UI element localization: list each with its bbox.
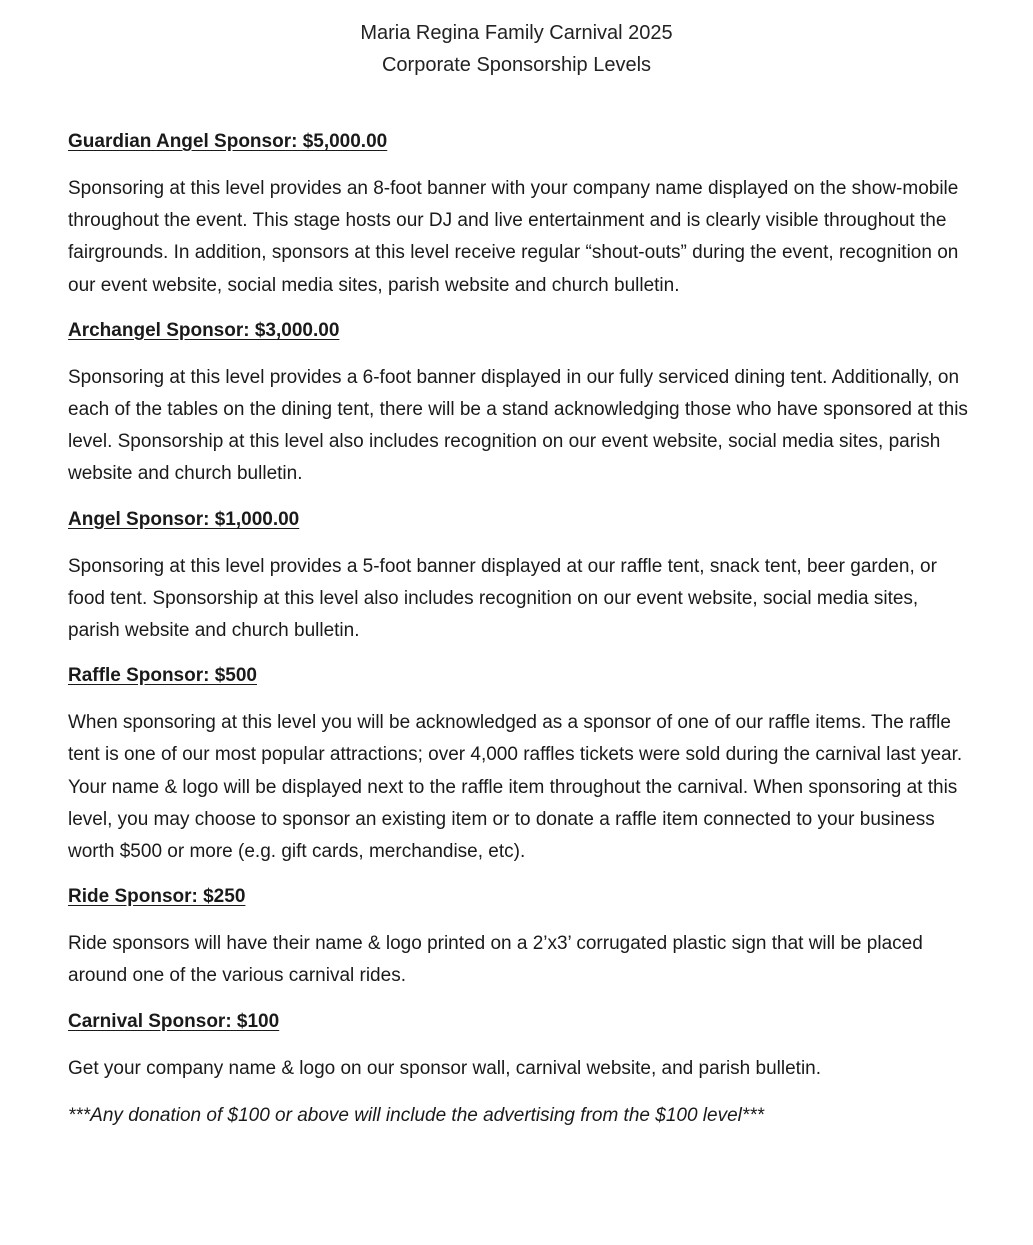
sponsor-level-description: Ride sponsors will have their name & logo printed on a 2’x3’ corrugated plastic sign that will be placed around one of the various carnival rides.: [68, 933, 923, 987]
sponsor-level-heading: Carnival Sponsor: $100: [68, 1010, 280, 1032]
document-title: Maria Regina Family Carnival 2025: [360, 22, 673, 44]
document-subtitle: Corporate Sponsorship Levels: [381, 54, 652, 76]
sponsorship-levels: [68, 128, 968, 1132]
sponsor-level-heading: Archangel Sponsor: $3,000.00: [68, 319, 340, 341]
sponsor-level-heading: Guardian Angel Sponsor: $5,000.00: [68, 131, 388, 152]
sponsor-level-description: Sponsoring at this level provides a 5-foot banner displayed at our raffle tent, snack tent, beer garden, or food tent. Sponsorship at this level also includes recognition on our event website, social media sites, parish website and church bulletin.: [68, 555, 937, 642]
sponsor-level-raffle: [68, 662, 968, 868]
sponsor-level-description: Sponsoring at this level provides an 8-foot banner with your company name displayed on the show-mobile throughout the event. This stage hosts our DJ and live entertainment and is clearly visible throughout the fairgrounds. In addition, sponsors at this level receive regular “shout-outs” during the event, recognition on our event website, social media sites, parish website and church bulletin.: [68, 178, 959, 296]
sponsor-level-description: Get your company name & logo on our sponsor wall, carnival website, and parish bulletin.: [68, 1057, 822, 1079]
document-header: [0, 17, 1033, 81]
sponsor-level-angel: [68, 506, 968, 648]
sponsor-level-archangel: [68, 317, 968, 491]
sponsor-level-heading: Ride Sponsor: $250: [68, 886, 246, 908]
sponsor-level-description: Sponsoring at this level provides a 6-foot banner displayed in our fully serviced dining tent. Additionally, on each of the tables on the dining tent, there will be a stand acknowledging those who have sponsored at this level. Sponsorship at this level also includes recognition on our event website, social media sites, parish website and church bulletin.: [68, 366, 968, 485]
donation-footnote: ***Any donation of $100 or above will include the advertising from the $100 level***: [68, 1104, 765, 1126]
sponsor-level-carnival: [68, 1008, 968, 1085]
sponsor-level-heading: Angel Sponsor: $1,000.00: [68, 508, 300, 530]
sponsor-level-description: When sponsoring at this level you will be acknowledged as a sponsor of one of our raffle items. The raffle tent is one of our most popular attractions; over 4,000 raffles tickets were sold during the carnival last year. Your name & logo will be displayed next to the raffle item throughout the carnival. When sponsoring at this level, you may choose to sponsor an existing item or to donate a raffle item connected to your business worth $500 or more (e.g. gift cards, merchandise, etc).: [68, 712, 963, 863]
sponsor-level-heading: Raffle Sponsor: $500: [68, 665, 257, 687]
sponsor-level-guardian-angel: [68, 128, 968, 302]
sponsor-level-ride: [68, 883, 968, 992]
